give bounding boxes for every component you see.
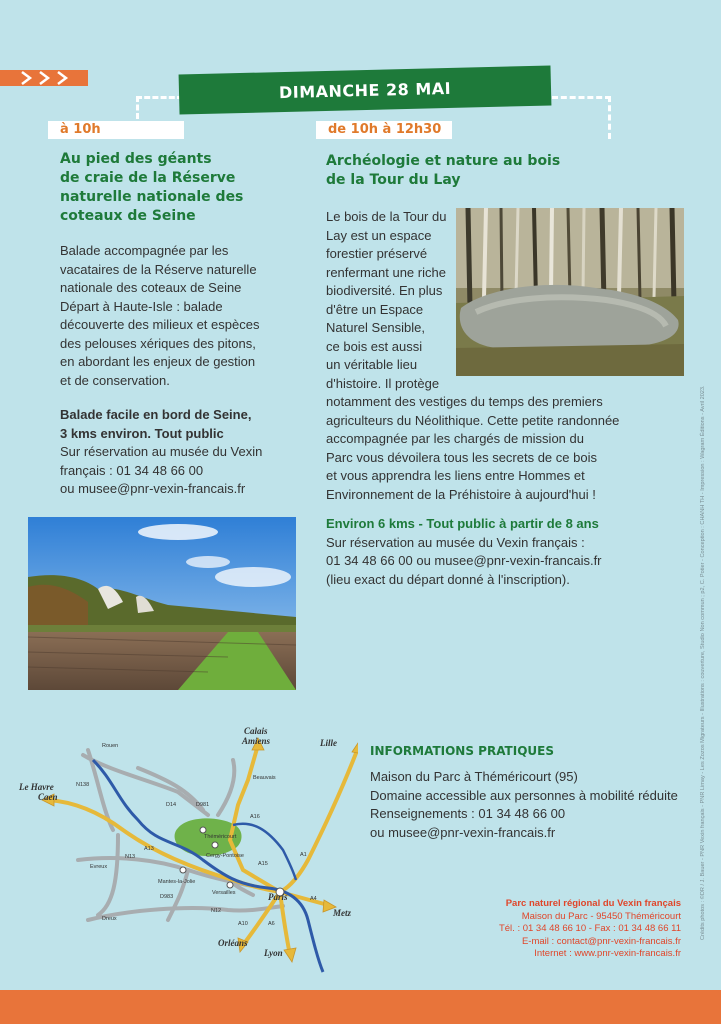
- left-event-info: Balade facile en bord de Seine, 3 kms environ. Tout public Sur réservation au musée du Vexin français : 01 34 48 66 00 ou musee@pnr-vexin-francais.fr: [60, 407, 263, 496]
- road-label: D983: [160, 894, 174, 900]
- left-event-title: Au pied des géants de craie de la Réserve naturelle nationale des coteaux de Seine: [60, 151, 244, 224]
- road-label: D14: [166, 802, 177, 808]
- road-label: A6: [268, 921, 275, 927]
- right-event-time: de 10h à 12h30: [316, 121, 452, 139]
- right-event-info: Environ 6 kms - Tout public à partir de 8 ans Sur réservation au musée du Vexin français : 01 34 48 66 00 ou musee@pnr-vexin-francais.fr (lieu exact du départ donné à l'inscription).: [326, 516, 602, 587]
- left-event-description: Balade accompagnée par les vacataires de la Réserve naturelle nationale des coteaux de Seine Départ à Haute-Isle : balade découverte des milieux et espèces des pelouses xériques des pitons, en abordant les enjeux de gestion et de conservation.: [60, 243, 260, 388]
- road-label: D981: [196, 802, 210, 808]
- road-label: A4: [310, 896, 317, 902]
- city-label: Orléans: [218, 938, 248, 948]
- road-label: N12: [211, 908, 222, 914]
- left-event-time: à 10h: [48, 121, 184, 139]
- city-label: Caen: [38, 792, 58, 802]
- chevron-decoration-icon: [0, 70, 88, 86]
- road-label: A16: [250, 814, 260, 820]
- city-label: Lille: [320, 738, 337, 748]
- town-label: Beauvais: [253, 775, 276, 781]
- dashed-frame-left: [136, 96, 183, 119]
- city-label: Amiens: [242, 736, 271, 746]
- town-label: Cergy-Pontoise: [206, 853, 244, 859]
- road-label: A10: [238, 921, 248, 927]
- right-event-description: Le bois de la Tour du Lay est un espace forestier préservé renfermant une riche biodiversité. En plus d'être un Espace Naturel Sensible, ce bois est aussi un véritable lieu d'histoire. Il protège notamment des vestiges du temps des premiers agriculteurs du Néolithique. Cette petite randonnée accompagnée par les chargés de mission du Parc vous dévoilera tous les secrets de ce bois et vous apprendra les liens entre Hommes et Environnement de la Préhistoire à aujourd'hui !: [326, 209, 620, 502]
- date-banner: DIMANCHE 28 MAI: [179, 65, 552, 114]
- road-label: A1: [300, 852, 307, 858]
- dashed-frame-right: [552, 96, 611, 139]
- footer-band: [0, 990, 721, 1024]
- town-label: Rouen: [102, 743, 119, 749]
- town-label: Versailles: [212, 890, 236, 896]
- town-label: Dreux: [102, 916, 117, 922]
- practical-info-title: INFORMATIONS PRATIQUES: [370, 744, 554, 758]
- road-label: N13: [125, 854, 136, 860]
- city-label: Metz: [333, 908, 351, 918]
- access-map: [18, 720, 358, 975]
- park-contact: Parc naturel régional du Vexin français Maison du Parc - 95450 Théméricourt Tél. : 01 34 48 66 10 - Fax : 01 34 48 66 11 E-mail : contact@pnr-vexin-francais.fr Internet : www.pnr-vexin-francais.fr: [498, 898, 681, 959]
- town-label: Théméricourt: [204, 834, 237, 840]
- road-label: A13: [144, 846, 154, 852]
- town-label: Evreux: [90, 864, 108, 870]
- photo-credits: Crédits photos : ©DR / J. Bauer - PNR Vexin français - PNR Limay - Les Zozos Migrateurs - Illustrations : couverture, Studio Non commun ; p2, C. Potier - Conception : CHANH TH - Impression : Wagram Éditions - Avril 2023.: [700, 385, 706, 940]
- city-label: Le Havre: [19, 782, 54, 792]
- town-label: Mantes-la-Jolie: [158, 879, 196, 885]
- road-label: A15: [258, 861, 268, 867]
- practical-info: Maison du Parc à Théméricourt (95) Domaine accessible aux personnes à mobilité réduite Renseignements : 01 34 48 66 00 ou musee@pnr-vexin-francais.fr: [370, 769, 678, 840]
- city-label: Calais: [244, 726, 268, 736]
- city-label: Paris: [268, 892, 288, 902]
- city-label: Lyon: [264, 948, 283, 958]
- road-label: N138: [76, 782, 90, 788]
- right-event-title: Archéologie et nature au bois de la Tour du Lay: [326, 153, 561, 188]
- chalk-cliffs-photo: [28, 517, 296, 690]
- forest-rock-photo: [456, 208, 684, 376]
